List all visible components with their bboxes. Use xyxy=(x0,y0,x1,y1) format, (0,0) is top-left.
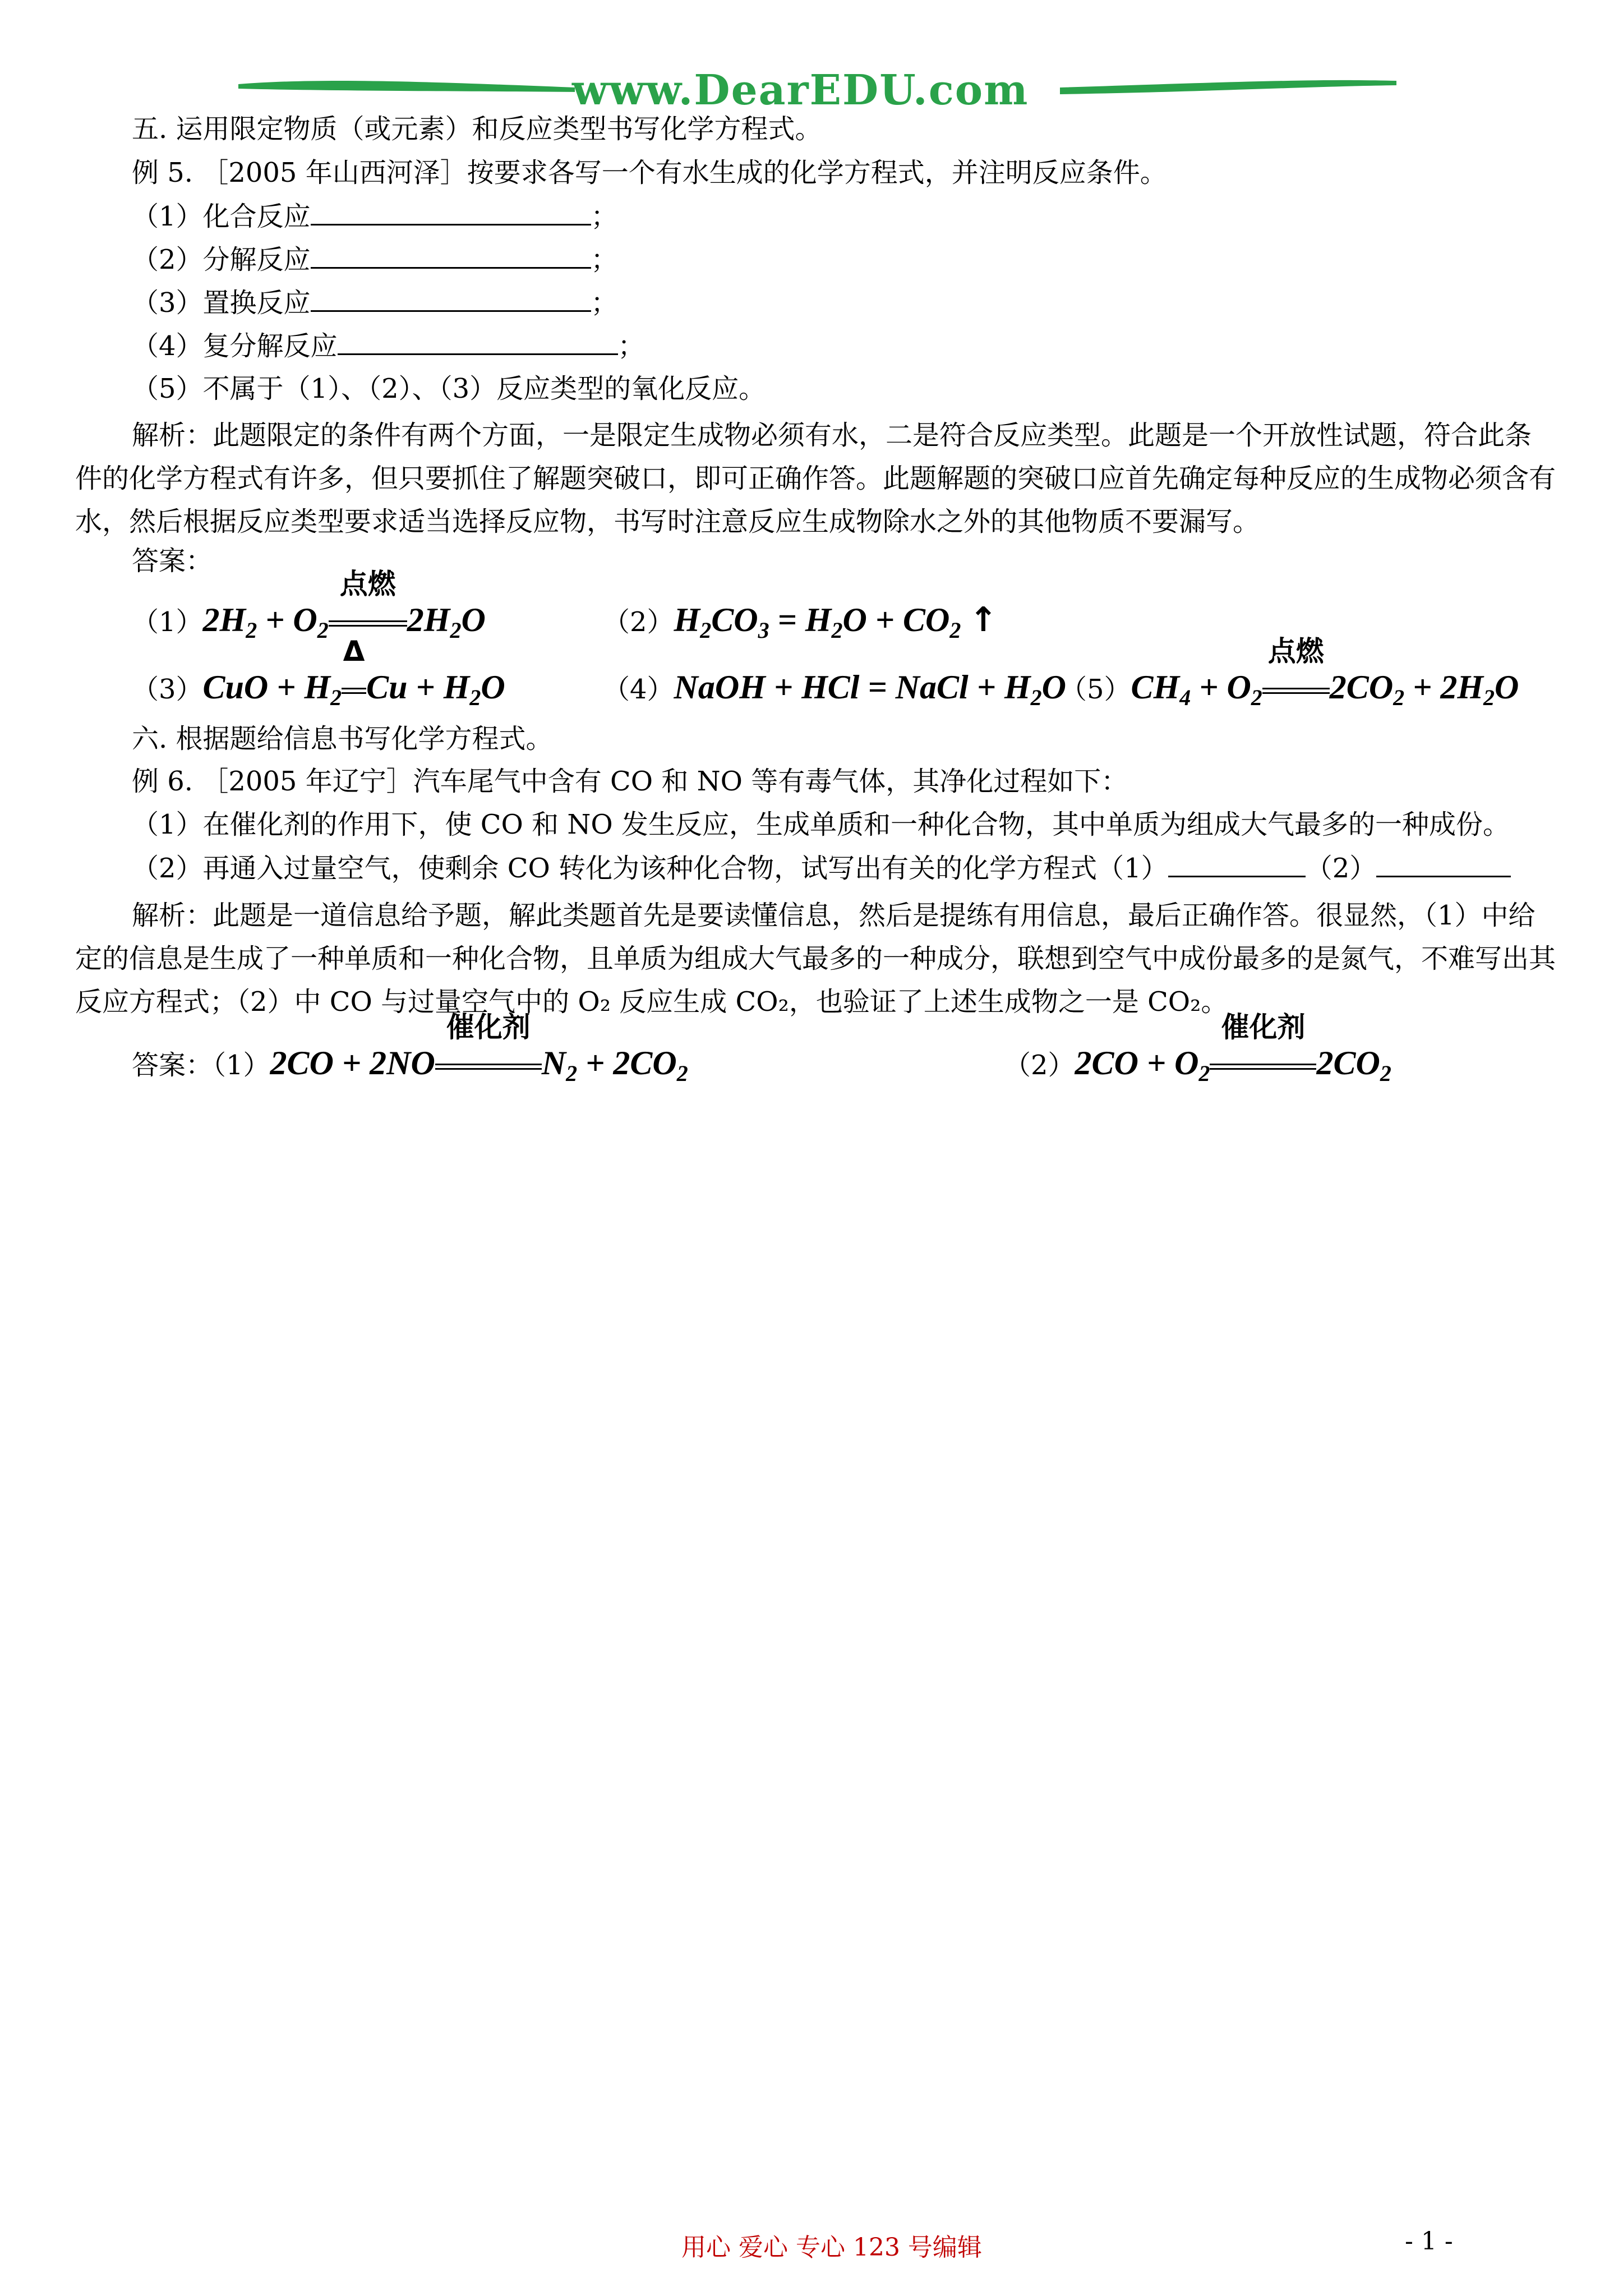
item-tail: ； xyxy=(591,201,618,232)
eq-label: （1） xyxy=(132,606,203,638)
condition-heat: Δ xyxy=(342,668,366,707)
answer-blank[interactable] xyxy=(1376,851,1511,877)
eq-label: （3） xyxy=(132,674,203,705)
example5-text: 例 5. ［2005 年山西河泽］按要求各写一个有水生成的化学方程式，并注明反应条件。 xyxy=(132,157,1167,188)
item-4 xyxy=(132,329,645,363)
item-label: （1）化合反应 xyxy=(132,201,311,232)
answer-blank[interactable] xyxy=(311,199,591,226)
equation-5: $(5)CH_4 + O_2$ 点燃 $2CO_2 + 2H_2O$ xyxy=(1060,635,1519,710)
answer-blank[interactable] xyxy=(311,286,591,312)
condition-ignite: 点燃 xyxy=(329,600,407,639)
equation-1: $(1)2H_2 + O_2$ 点燃 $2H_2O$ xyxy=(132,568,486,643)
equation-4: （4）NaOH + HCl = NaCl + $H_2O$ xyxy=(603,669,1066,710)
item-2 xyxy=(132,242,618,277)
answer-label-6: 答案：（1） xyxy=(132,1050,270,1081)
eq-label: （5） xyxy=(1060,674,1131,705)
condition-catalyst: 催化剂 xyxy=(1210,1043,1316,1083)
item-tail: ； xyxy=(591,287,618,319)
analysis-6-text: 解析：此题是一道信息给予题，解此类题首先是要读懂信息，然后是提练有用信息，最后正确作答。很显然，（1）中给定的信息是生成了一种单质和一种化合物，且单质为组成大气最多的一种成分，联想到空气中成份最多的是氮气，不难写出其反应方程式；（2）中 CO 与过量空气中的 O₂ 反应生成 CO₂，也验证了上述生成物之一是 CO₂。 xyxy=(75,900,1556,1018)
logo-swoosh-right xyxy=(1060,72,1396,105)
analysis-5-text: 解析：此题限定的条件有两个方面，一是限定生成物必须有水，二是符合反应类型。此题是一个开放性试题，符合此条件的化学方程式有许多，但只要抓住了解题突破口，即可正确作答。此题解题的突破口应首先确定每种反应的生成物必须含有水，然后根据反应类型要求适当选择反应物，书写时注意反应生成物除水之外的其他物质不要漏写。 xyxy=(75,420,1556,537)
page-number: - 1 - xyxy=(1405,2227,1453,2256)
eq-label: （2） xyxy=(1004,1050,1075,1081)
answer-blank[interactable] xyxy=(311,242,591,269)
analysis-6 xyxy=(75,894,1556,1024)
item-label: （2）分解反应 xyxy=(132,244,311,275)
item-3 xyxy=(132,286,618,320)
footer-text: 用心 爱心 专心 123 号编辑 xyxy=(681,2233,982,2262)
condition-ignite: 点燃 xyxy=(1262,668,1330,707)
section5-heading: 五. 运用限定物质（或元素）和反应类型书写化学方程式。 xyxy=(132,113,822,145)
equation-2: $(2)H_2CO_3 = H_2O + CO_2$ ↑ xyxy=(603,600,998,643)
answer-blank[interactable] xyxy=(338,329,618,355)
answer-label-5: 答案： xyxy=(132,545,213,577)
equation-3: $(3)CuO + H_2$ Δ $Cu + H_2O$ xyxy=(132,635,505,710)
example6-item2 xyxy=(132,851,1511,885)
item-tail: ； xyxy=(591,244,618,275)
equation-6-2: $(2)2CO + O_2$ 催化剂 $2CO_2$ xyxy=(1004,1011,1391,1086)
item-5: （5）不属于（1）、（2）、（3）反应类型的氧化反应。 xyxy=(132,373,766,404)
analysis-5 xyxy=(75,414,1556,544)
eq-label: （4） xyxy=(603,674,674,705)
item-tail: ； xyxy=(617,330,645,362)
section6-heading: 六. 根据题给信息书写化学方程式。 xyxy=(132,723,553,754)
site-logo[interactable]: www.DearEDU.com xyxy=(572,66,1029,114)
eq-label: （2） xyxy=(603,606,674,638)
example6-item1: （1）在催化剂的作用下，使 CO 和 NO 发生反应，生成单质和一种化合物，其中单质为组成大气最多的一种成份。 xyxy=(132,809,1510,840)
item-label: （3）置换反应 xyxy=(132,287,311,319)
item-label: （4）复分解反应 xyxy=(132,330,338,362)
item2-text: （2）再通入过量空气，使剩余 CO 转化为该种化合物，试写出有关的化学方程式（1） xyxy=(132,853,1168,884)
item-1 xyxy=(132,199,618,233)
answer-blank[interactable] xyxy=(1168,851,1306,877)
item2-mid: （2） xyxy=(1305,853,1377,884)
equation-6-1: 答案：（1）2CO + 2NO 催化剂 $N_2 + 2CO_2$ xyxy=(132,1011,688,1086)
example6-text: 例 6. ［2005 年辽宁］汽车尾气中含有 CO 和 NO 等有毒气体，其净化过程如下： xyxy=(132,766,1128,797)
gas-up-arrow-icon: ↑ xyxy=(969,600,998,639)
condition-catalyst: 催化剂 xyxy=(435,1043,542,1083)
logo-swoosh-left xyxy=(238,72,575,105)
